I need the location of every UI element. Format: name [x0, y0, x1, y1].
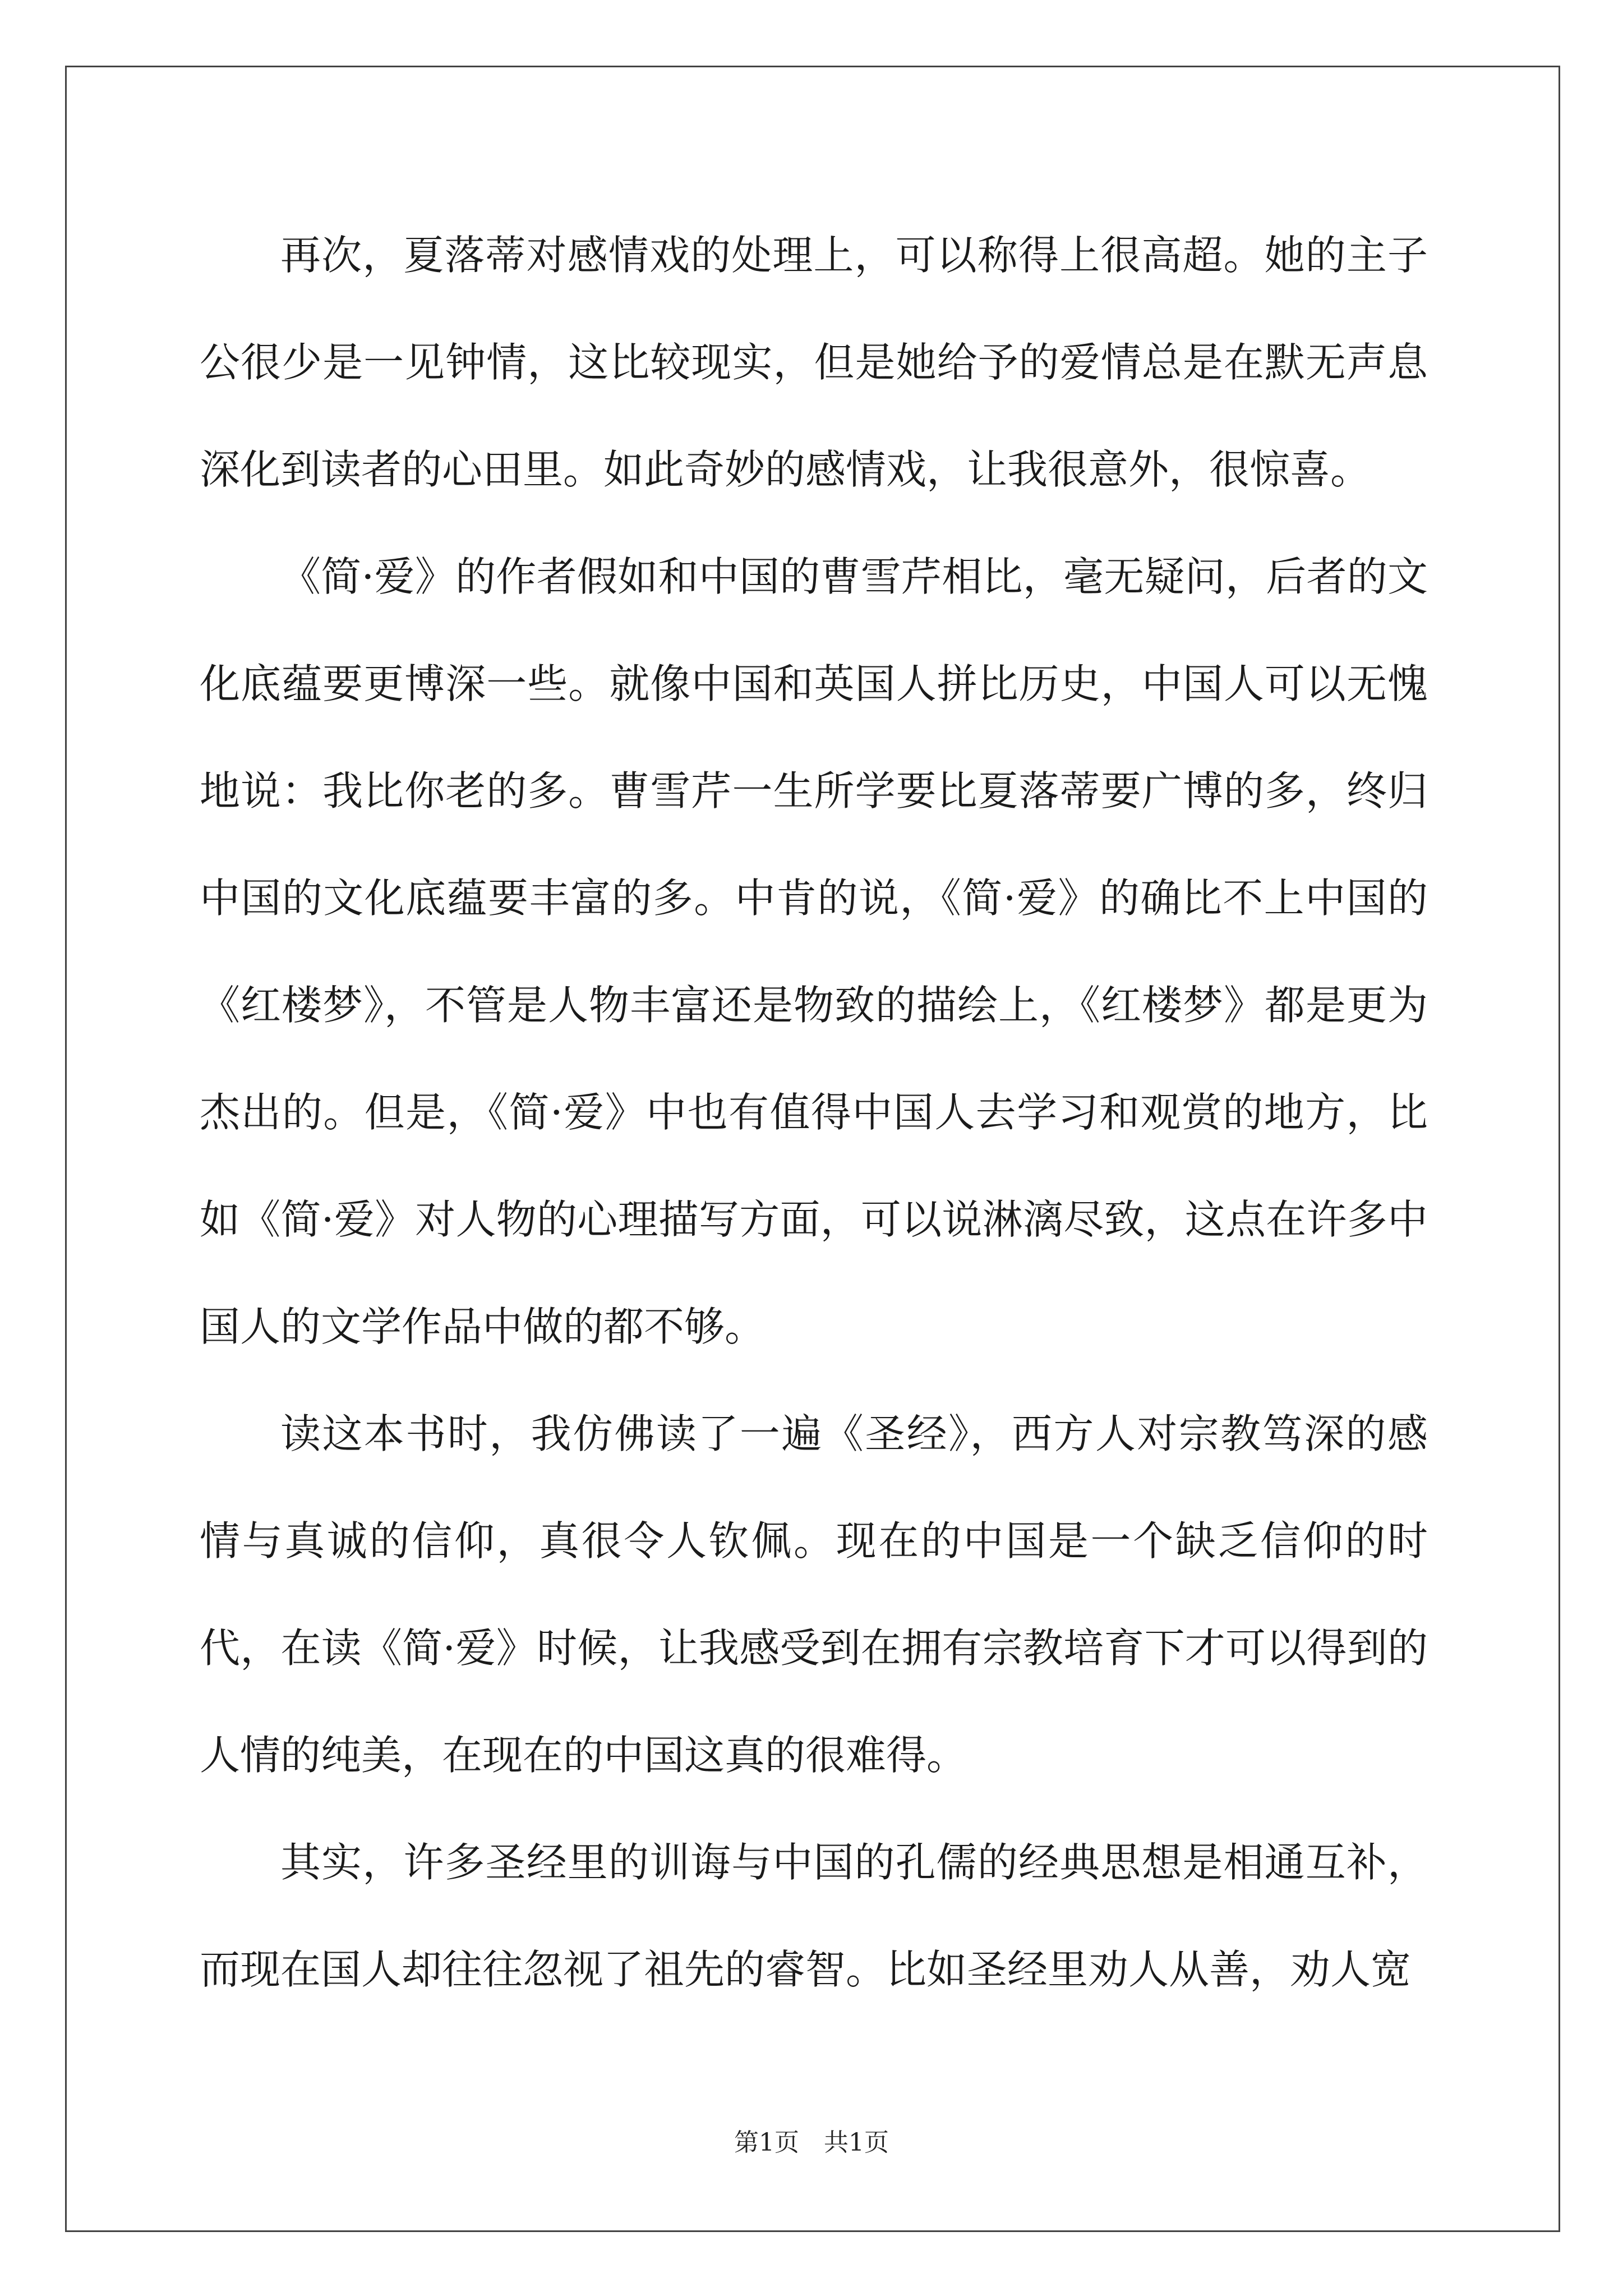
page-number-total: 共1页: [824, 2128, 889, 2157]
paragraph-4: 其实，许多圣经里的训诲与中国的孔儒的经典思想是相通互补，而现在国人却往往忽视了祖先的睿智。比如圣经里劝人从善，劝人宽: [200, 1839, 1428, 1993]
page-footer: [0, 2126, 1623, 2160]
paragraph-2: 《简·爱》的作者假如和中国的曹雪芹相比，毫无疑问，后者的文化底蕴要更博深一些。就像中国和英国人拼比历史，中国人可以无愧地说：我比你老的多。曹雪芹一生所学要比夏落蒂要广博的多，终归中国的文化底蕴要丰富的多。中肯的说，《简·爱》的确比不上中国的《红楼梦》，不管是人物丰富还是物致的描绘上，《红楼梦》都是更为杰出的。但是，《简·爱》中也有值得中国人去学习和观赏的地方，比如《简·爱》对人物的心理描写方面，可以说淋漓尽致，这点在许多中国人的文学作品中做的都不够。: [200, 553, 1428, 1350]
document-body: [200, 202, 1428, 2023]
paragraph-3: 读这本书时，我仿佛读了一遍《圣经》，西方人对宗教笃深的感情与真诚的信仰，真很令人钦佩。现在的中国是一个缺乏信仰的时代，在读《简·爱》时候，让我感受到在拥有宗教培育下才可以得到的人情的纯美，在现在的中国这真的很难得。: [200, 1410, 1428, 1779]
page-number-current: 第1页: [734, 2128, 799, 2157]
paragraph-1: 再次，夏落蒂对感情戏的处理上，可以称得上很高超。她的主子公很少是一见钟情，这比较现实，但是她给予的爱情总是在默无声息深化到读者的心田里。如此奇妙的感情戏，让我很意外，很惊喜。: [200, 232, 1428, 493]
